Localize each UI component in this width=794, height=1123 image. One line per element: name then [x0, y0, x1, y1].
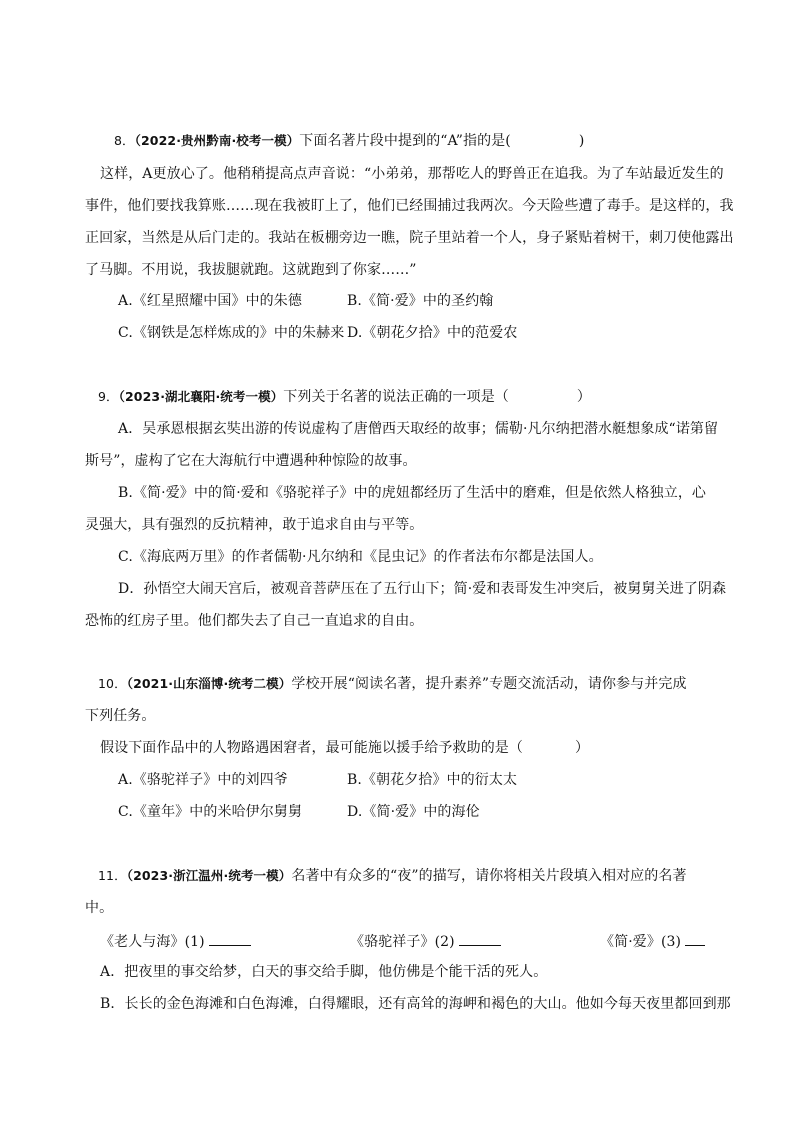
question-number: 10． — [98, 676, 127, 691]
blank-line[interactable] — [209, 930, 251, 946]
option-d: D.《朝花夕拾》中的范爱农 — [347, 325, 518, 341]
option-b: B.《简·爱》中的圣约翰 — [347, 293, 494, 309]
question-source: （2023·浙江温州·统考一模） — [126, 868, 292, 883]
question-number: 11． — [98, 868, 127, 883]
passage-line: 正回家，当然是从后门走的。我站在板棚旁边一瞧，院子里站着一个人，身子紧贴着树干，刺刀使他露出 — [85, 230, 734, 246]
option-line: B.《简·爱》中的简·爱和《骆驼祥子》中的虎妞都经历了生活中的磨难，但是依然人格独立，心 — [118, 485, 707, 501]
option-line: C.《海底两万里》的作者儒勒·凡尔纳和《昆虫记》的作者法布尔都是法国人。 — [118, 549, 603, 565]
blank-line[interactable] — [685, 930, 705, 946]
question-stem: 下列关于名著的说法正确的一项是（ — [283, 389, 509, 405]
blank-label: 《骆驼祥子》(2) — [350, 934, 455, 950]
question-10-heading — [98, 674, 687, 694]
passage-line: 这样，A更放心了。他稍稍提高点声音说：“小弟弟，那帮吃人的野兽正在追我。为了车站最近发生的 — [100, 166, 724, 182]
question-stem: 下面名著片段中提到的“A”指的是( — [299, 133, 511, 149]
option-line: A．吴承恩根据玄奘出游的传说虚构了唐僧西天取经的故事；儒勒·凡尔纳把潜水艇想象成“诺第留 — [118, 421, 719, 437]
option-c: C.《童年》中的米哈伊尔舅舅 — [118, 804, 303, 820]
option-line: 恐怖的红房子里。他们都失去了自己一直追求的自由。 — [85, 613, 424, 629]
fragment-b: B．长长的金色海滩和白色海滩，白得耀眼，还有高耸的海岬和褐色的大山。他如今每天夜里都回到那 — [100, 996, 731, 1012]
answer-bracket-close: ） — [576, 389, 592, 405]
blank-label: 《老人与海》(1) — [100, 934, 205, 950]
answer-bracket-close: ） — [575, 740, 590, 756]
option-line: D．孙悟空大闹天宫后，被观音菩萨压在了五行山下；简·爱和表哥发生冲突后，被舅舅关进了阴森 — [118, 581, 727, 597]
blank-label: 《简·爱》(3) — [600, 934, 682, 950]
question-9-heading — [98, 387, 591, 407]
option-line: 斯号”，虚构了它在大海航行中遭遇种种惊险的故事。 — [85, 453, 417, 469]
fill-blank-3 — [600, 930, 705, 952]
fill-blank-1 — [100, 930, 251, 952]
option-c: C.《钢铁是怎样炼成的》中的朱赫来 — [118, 325, 345, 341]
sub-question-text: 假设下面作品中的人物路遇困窘者，最可能施以援手给予救助的是（ — [100, 740, 523, 756]
passage-line: 了马脚。不用说，我拔腿就跑。这就跑到了你家……” — [85, 262, 417, 278]
option-line: 灵强大，具有强烈的反抗精神，敢于追求自由与平等。 — [85, 517, 424, 533]
question-stem-cont: 中。 — [85, 900, 114, 916]
question-11-heading — [98, 866, 687, 886]
question-stem: 学校开展“阅读名著，提升素养”专题交流活动，请你参与并完成 — [291, 676, 687, 692]
fill-blank-2 — [350, 930, 501, 952]
blank-line[interactable] — [459, 930, 501, 946]
option-a: A.《骆驼祥子》中的刘四爷 — [118, 772, 288, 788]
fragment-a: A．把夜里的事交给梦，白天的事交给手脚，他仿佛是个能干活的死人。 — [100, 964, 548, 980]
option-a: A.《红星照耀中国》中的朱德 — [118, 293, 302, 309]
question-number: 9． — [98, 389, 119, 404]
question-source: （2023·湖北襄阳·统考一模） — [118, 389, 284, 404]
question-number: 8． — [114, 133, 135, 148]
question-stem-cont: 下列任务。 — [85, 708, 156, 724]
answer-bracket-close: ) — [578, 133, 585, 149]
option-d: D.《简·爱》中的海伦 — [347, 804, 480, 820]
question-source: （2021·山东淄博·统考二模） — [126, 676, 292, 691]
passage-line: 事件，他们要找我算账……现在我被盯上了，他们已经围捕过我两次。今天险些遭了毒手。是这样的，我 — [85, 198, 734, 214]
question-source: （2022·贵州黔南·校考一模） — [134, 133, 300, 148]
sub-question — [100, 738, 589, 758]
question-stem: 名著中有众多的“夜”的描写，请你将相关片段填入相对应的名著 — [291, 868, 687, 884]
question-8-heading — [114, 131, 584, 151]
option-b: B.《朝花夕拾》中的衍太太 — [347, 772, 518, 788]
